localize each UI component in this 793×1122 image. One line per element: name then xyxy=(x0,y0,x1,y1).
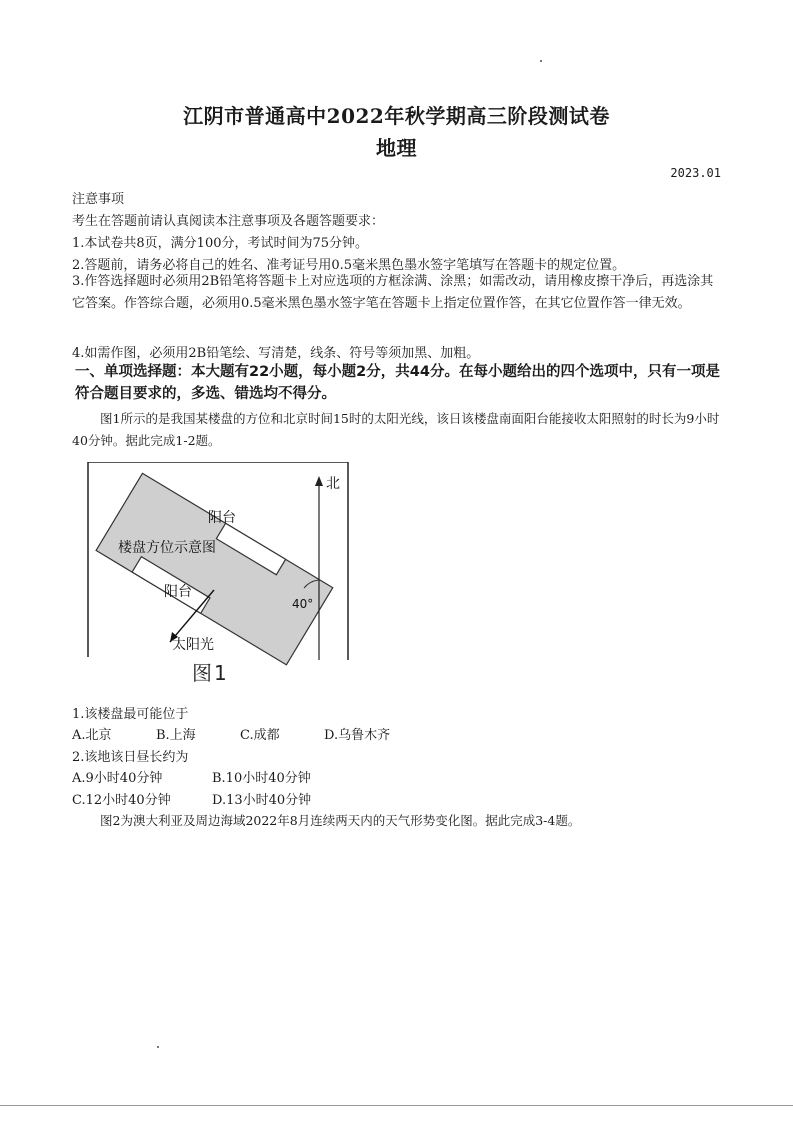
group2-stem: 图2为澳大利亚及周边海域2022年8月连续两天内的天气形势变化图。据此完成3-4题。 xyxy=(100,813,581,828)
question-1-option-d: D.乌鲁木齐 xyxy=(324,728,391,743)
notice-intro: 考生在答题前请认真阅读本注意事项及各题答题要求： xyxy=(72,214,385,229)
notice-heading: 注意事项 xyxy=(72,192,125,207)
notice-item-1: 1.本试卷共8页，满分100分，考试时间为75分钟。 xyxy=(72,236,369,251)
question-2-option-d: D.13小时40分钟 xyxy=(212,793,312,808)
question-2-stem: 2.该地该日昼长约为 xyxy=(72,750,189,765)
north-label: 北 xyxy=(326,476,340,492)
scan-speck xyxy=(540,60,542,62)
building-label: 楼盘方位示意图 xyxy=(118,540,216,556)
group1-stem: 图1所示的是我国某楼盘的方位和北京时间15时的太阳光线，该日该楼盘南面阳台能接收太阳照射的时长为9小时40分钟。据此完成1-2题。 xyxy=(72,411,720,448)
section-heading: 一、单项选择题：本大题有22小题，每小题2分，共44分。在每小题给出的四个选项中，只有一项是符合题目要求的，多选、错选均不得分。 xyxy=(75,364,720,402)
question-2-option-b: B.10小时40分钟 xyxy=(212,771,311,786)
question-1-option-a: A.北京 xyxy=(72,728,112,743)
notice-item-4: 4.如需作图，必须用2B铅笔绘、写清楚，线条、符号等须加黑、加粗。 xyxy=(72,346,480,361)
notice-item-2: 2.答题前，请务必将自己的姓名、准考证号用0.5毫米黑色墨水签字笔填写在答题卡的规定位置。 xyxy=(72,258,626,273)
subject-title: 地理 xyxy=(376,136,417,160)
north-arrow-icon xyxy=(315,476,323,486)
figure-caption: 图1 xyxy=(192,661,229,685)
notice-item-3: 3.作答选择题时必须用2B铅笔将答题卡上对应选项的方框涂满、涂黑；如需改动，请用橡皮擦干净后，再选涂其它答案。作答综合题，必须用0.5毫米黑色墨水签字笔在答题卡上指定位置作答，在其它位置作答一律无效。 xyxy=(72,274,714,311)
balcony-bottom-label: 阳台 xyxy=(164,584,192,600)
question-1-option-b: B.上海 xyxy=(156,728,196,743)
question-1-option-c: C.成都 xyxy=(240,728,280,743)
sun-ray-label: 太阳光 xyxy=(172,637,214,653)
page-bottom-rule xyxy=(0,1105,793,1106)
exam-title: 江阴市普通高中2022年秋学期高三阶段测试卷 xyxy=(183,104,610,128)
question-2-option-c: C.12小时40分钟 xyxy=(72,793,171,808)
question-2-option-a: A.9小时40分钟 xyxy=(72,771,163,786)
question-1-stem: 1.该楼盘最可能位于 xyxy=(72,707,189,722)
angle-label: 40° xyxy=(292,597,314,611)
exam-date: 2023.01 xyxy=(670,166,721,180)
balcony-top-label: 阳台 xyxy=(208,510,236,526)
building-shape xyxy=(96,473,333,664)
building-orientation-figure xyxy=(86,462,356,687)
scan-speck xyxy=(157,1046,159,1048)
